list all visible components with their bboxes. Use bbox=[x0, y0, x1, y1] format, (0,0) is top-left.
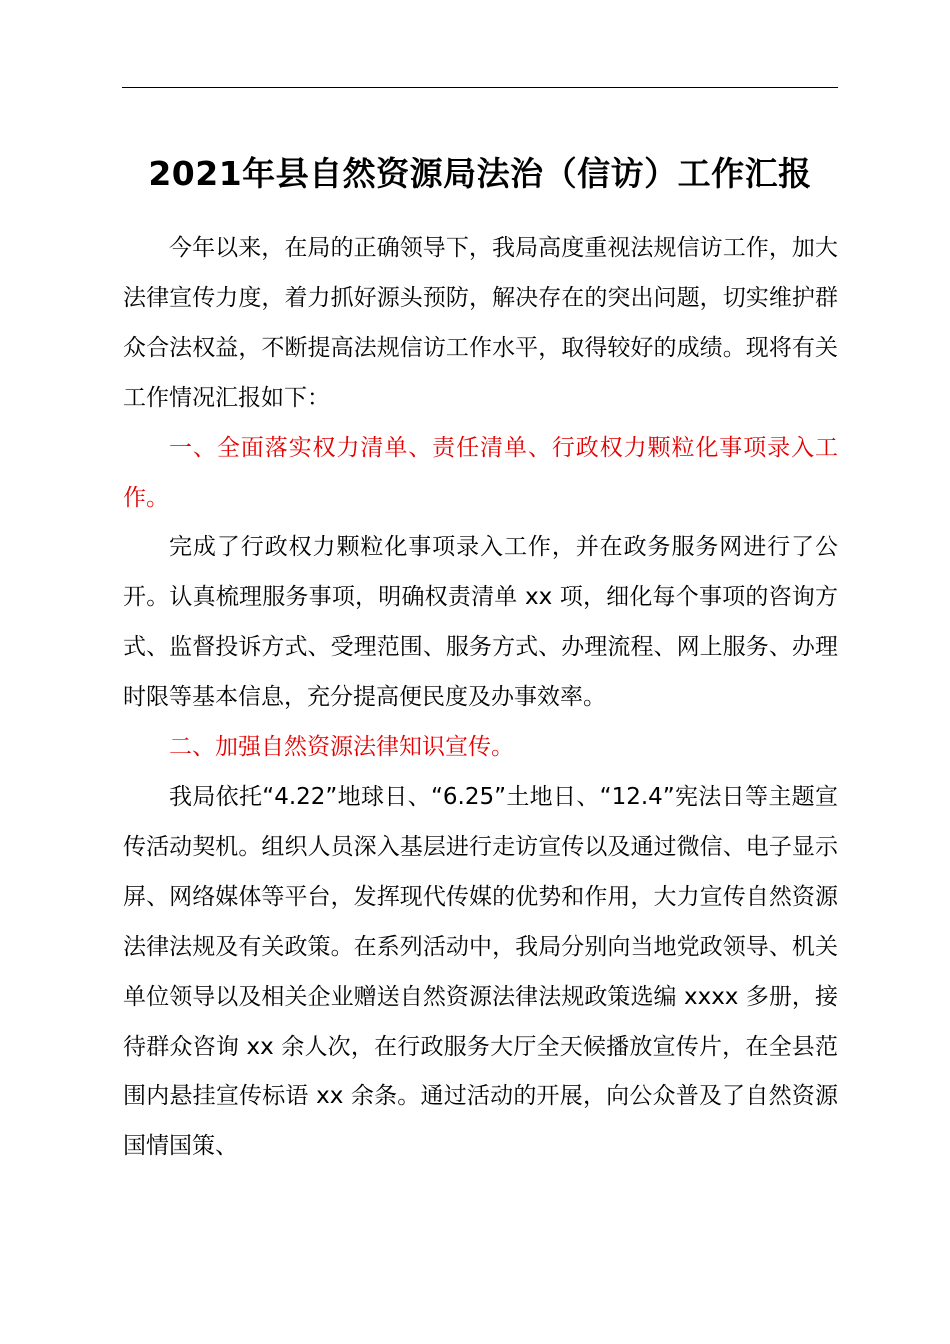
intro-paragraph: 今年以来，在局的正确领导下，我局高度重视法规信访工作，加大法律宣传力度，着力抓好源头预防，解决存在的突出问题，切实维护群众合法权益，不断提高法规信访工作水平，取得较好的成绩。现将有关工作情况汇报如下： bbox=[123, 235, 838, 411]
document-title: 2021年县自然资源局法治（信访）工作汇报 bbox=[148, 154, 812, 193]
document-body bbox=[123, 224, 838, 1172]
section-1-paragraph: 完成了行政权力颗粒化事项录入工作，并在政务服务网进行了公开。认真梳理服务事项，明确权责清单 xx 项，细化每个事项的咨询方式、监督投诉方式、受理范围、服务方式、办理流程、网上服务、办理时限等基本信息，充分提高便民度及办事效率。 bbox=[123, 534, 838, 711]
header-rule bbox=[122, 87, 838, 88]
section-2-paragraph: 我局依托“4.22”地球日、“6.25”土地日、“12.4”宪法日等主题宣传活动契机。组织人员深入基层进行走访宣传以及通过微信、电子显示屏、网络媒体等平台，发挥现代传媒的优势和作用，大力宣传自然资源法律法规及有关政策。在系列活动中，我局分别向当地党政领导、机关单位领导以及相关企业赠送自然资源法律法规政策选编 xxxx 多册，接待群众咨询 xx 余人次，在行政服务大厅全天候播放宣传片，在全县范围内悬挂宣传标语 xx 余条。通过活动的开展，向公众普及了自然资源国情国策、 bbox=[123, 783, 838, 1160]
section-heading-1: 一、全面落实权力清单、责任清单、行政权力颗粒化事项录入工作。 bbox=[123, 434, 838, 511]
section-heading-2: 二、加强自然资源法律知识宣传。 bbox=[169, 734, 514, 761]
